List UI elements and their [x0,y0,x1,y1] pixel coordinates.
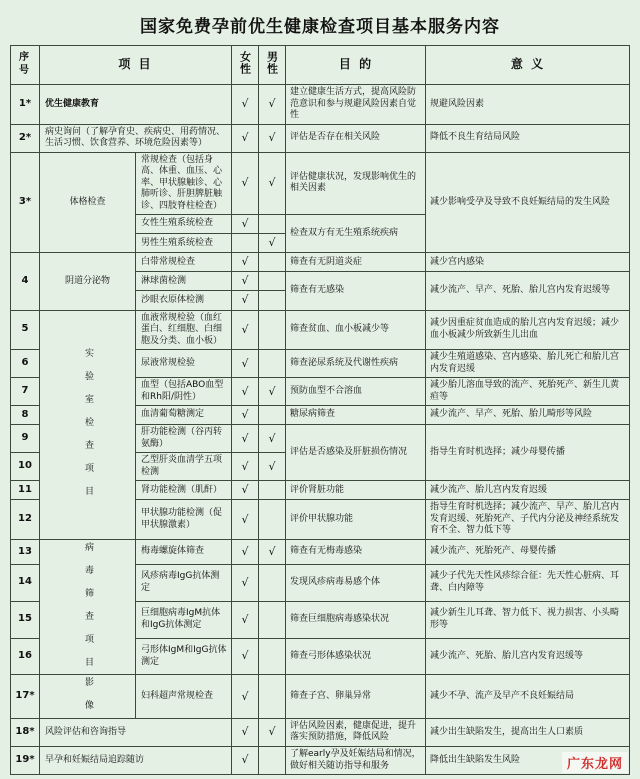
row-no: 17* [11,675,40,719]
row-no: 5 [11,310,40,350]
row-meaning: 规避风险因素 [426,85,630,125]
row-item: 病史询问（了解孕育史、疾病史、用药情况、生活习惯、饮食营养、环境危险因素等） [40,124,232,152]
row-male-check: √ [259,124,286,152]
row-no: 14 [11,564,40,601]
row-male-check [259,500,286,540]
row-male-check [259,601,286,638]
row-female-check: √ [232,564,259,601]
header-meaning: 意 义 [426,46,630,85]
row-item: 优生健康教育 [40,85,232,125]
row-male-check: √ [259,718,286,746]
row-item: 甲状腺功能检测（促甲状腺激素） [136,500,232,540]
row-no: 7 [11,378,40,406]
row-female-check: √ [232,453,259,481]
row-purpose: 筛查泌尿系统及代谢性疾病 [286,350,426,378]
service-content-table [10,45,630,775]
row-subitem: 沙眼衣原体检测 [136,291,232,310]
row-female-check: √ [232,152,259,215]
table-row [11,718,630,746]
header-purpose: 目 的 [286,46,426,85]
row-no: 2* [11,124,40,152]
row-purpose: 评估是否感染及肝脏损伤情况 [286,425,426,481]
row-item: 巨细胞病毒IgM抗体和IgG抗体测定 [136,601,232,638]
header-female: 女性 [232,46,259,85]
table-row [11,539,630,564]
row-no: 12 [11,500,40,540]
vertical-group-image: 影 像 [40,675,136,719]
row-purpose: 筛查贫血、血小板减少等 [286,310,426,350]
row-no: 15 [11,601,40,638]
row-item: 血液常规检验（血红蛋白、红细胞、白细胞及分类、血小板） [136,310,232,350]
table-header-row [11,46,630,85]
table-row [11,253,630,272]
row-subitem: 淋球菌检测 [136,272,232,291]
row-purpose: 筛查巨细胞病毒感染状况 [286,601,426,638]
row-meaning: 减少子代先天性风疹综合征：先天性心脏病、耳聋、白内障等 [426,564,630,601]
row-no: 3* [11,152,40,253]
row-no: 18* [11,718,40,746]
row-male-check: √ [259,425,286,453]
row-purpose: 糖尿病筛查 [286,406,426,425]
row-subitem: 男性生殖系统检查 [136,234,232,253]
vertical-group-virus: 病 毒 筛 查 项 目 [40,539,136,675]
row-female-check: √ [232,310,259,350]
row-female-check: √ [232,675,259,719]
row-meaning: 减少因重症贫血造成的胎儿宫内发育迟缓；减少血小板减少所致新生儿出血 [426,310,630,350]
row-meaning: 减少流产、死胎、胎儿宫内发育迟缓等 [426,638,630,675]
row-meaning: 减少流产、胎儿宫内发育迟缓 [426,481,630,500]
row-purpose: 检查双方有无生殖系统疾病 [286,215,426,253]
row-subitem: 女性生殖系统检查 [136,215,232,234]
row-female-check: √ [232,378,259,406]
row-male-check [259,272,286,291]
row-item: 梅毒螺旋体筛查 [136,539,232,564]
row-item: 尿液常规检验 [136,350,232,378]
row-purpose: 发现风疹病毒易感个体 [286,564,426,601]
row-female-check: √ [232,601,259,638]
row-item: 肾功能检测（肌酐） [136,481,232,500]
row-male-check: √ [259,378,286,406]
row-item: 早孕和妊娠结局追踪随访 [40,746,232,774]
header-item: 项 目 [40,46,232,85]
row-purpose: 评估风险因素，健康促进，提升落实预防措施，降低风险 [286,718,426,746]
row-purpose: 评价肾脏功能 [286,481,426,500]
row-purpose: 筛查有无阴道炎症 [286,253,426,272]
row-no: 13 [11,539,40,564]
row-female-check: √ [232,638,259,675]
row-purpose: 评估是否存在相关风险 [286,124,426,152]
row-meaning: 降低不良生育结局风险 [426,124,630,152]
row-female-check: √ [232,253,259,272]
row-meaning: 减少胎儿溶血导致的流产、死胎死产、新生儿黄疸等 [426,378,630,406]
row-meaning: 降低出生缺陷发生风险 [426,746,630,774]
row-meaning: 减少新生儿耳聋、智力低下、视力损害、小头畸形等 [426,601,630,638]
row-meaning: 减少流产、死胎死产、母婴传播 [426,539,630,564]
row-no: 19* [11,746,40,774]
row-male-check [259,253,286,272]
row-item: 风险评估和咨询指导 [40,718,232,746]
row-male-check [259,746,286,774]
row-purpose: 预防血型不合溶血 [286,378,426,406]
row-item: 风疹病毒IgG抗体测定 [136,564,232,601]
row-purpose: 筛查有无梅毒感染 [286,539,426,564]
row-male-check: √ [259,539,286,564]
row-meaning: 减少出生缺陷发生，提高出生人口素质 [426,718,630,746]
page-title: 国家免费孕前优生健康检查项目基本服务内容 [140,17,500,37]
row-male-check: √ [259,85,286,125]
row-meaning: 减少宫内感染 [426,253,630,272]
row-purpose: 筛查弓形体感染状况 [286,638,426,675]
row-no: 6 [11,350,40,378]
row-male-check: √ [259,234,286,253]
row-item: 乙型肝炎血清学五项检测 [136,453,232,481]
row-purpose: 筛查子宫、卵巢异常 [286,675,426,719]
row-male-check [259,350,286,378]
row-meaning: 减少流产、早产、死胎、胎儿畸形等风险 [426,406,630,425]
row-female-check: √ [232,124,259,152]
row-male-check [259,638,286,675]
row-male-check [259,564,286,601]
header-male: 男性 [259,46,286,85]
row-female-check: √ [232,500,259,540]
row-male-check: √ [259,152,286,215]
row-male-check [259,215,286,234]
row-meaning: 减少生殖道感染、宫内感染、胎儿死亡和胎儿宫内发育迟缓 [426,350,630,378]
row-male-check [259,406,286,425]
row-item: 弓形体IgM和IgG抗体测定 [136,638,232,675]
table-row [11,746,630,774]
row-female-check: √ [232,406,259,425]
table-row [11,310,630,350]
row-item: 血清葡萄糖测定 [136,406,232,425]
row-purpose: 评估健康状况，发现影响优生的相关因素 [286,152,426,215]
row-female-check: √ [232,539,259,564]
row-no: 1* [11,85,40,125]
row-meaning: 减少不孕、流产及早产不良妊娠结局 [426,675,630,719]
row-no: 9 [11,425,40,453]
table-row [11,124,630,152]
row-meaning: 减少影响受孕及导致不良妊娠结局的发生风险 [426,152,630,253]
row-purpose: 建立健康生活方式，提高风险防范意识和参与规避风险因素自觉性 [286,85,426,125]
row-no: 8 [11,406,40,425]
row-female-check: √ [232,215,259,234]
row-female-check: √ [232,718,259,746]
row-female-check: √ [232,746,259,774]
row-female-check: √ [232,85,259,125]
row-item: 妇科超声常规检查 [136,675,232,719]
row-purpose: 筛查有无感染 [286,272,426,310]
row-item-group: 体格检查 [40,152,136,253]
row-female-check: √ [232,350,259,378]
row-female-check: √ [232,425,259,453]
row-purpose: 了解early孕及妊娠结局和情况，做好相关随访指导和服务 [286,746,426,774]
row-item-group: 阴道分泌物 [40,253,136,310]
header-no: 序号 [11,46,40,85]
row-item: 血型（包括ABO血型和Rh阳/阴性） [136,378,232,406]
row-item: 肝功能检测（谷丙转氨酶） [136,425,232,453]
row-purpose: 评价甲状腺功能 [286,500,426,540]
row-meaning: 指导生育时机选择；减少流产、早产、胎儿宫内发育迟缓、死胎死产、子代内分泌及神经系统发育不全、智力低下等 [426,500,630,540]
row-female-check [232,234,259,253]
row-female-check: √ [232,291,259,310]
row-no: 4 [11,253,40,310]
watermark: 广东龙网 [562,752,628,773]
row-meaning: 减少流产、早产、死胎、胎儿宫内发育迟缓等 [426,272,630,310]
table-row [11,675,630,719]
row-no: 10 [11,453,40,481]
row-male-check [259,310,286,350]
row-subitem: 常规检查（包括身高、体重、血压、心率、甲状腺触诊、心肺听诊、肝胆脾脏触诊、四肢脊柱检查） [136,152,232,215]
row-male-check [259,291,286,310]
row-male-check: √ [259,453,286,481]
row-female-check: √ [232,272,259,291]
row-no: 16 [11,638,40,675]
row-subitem: 白带常规检查 [136,253,232,272]
row-female-check: √ [232,481,259,500]
table-row [11,85,630,125]
row-no: 11 [11,481,40,500]
row-male-check [259,481,286,500]
vertical-group-lab: 实 验 室 检 查 项 目 [40,310,136,539]
row-male-check [259,675,286,719]
table-row [11,152,630,215]
row-meaning: 指导生育时机选择；减少母婴传播 [426,425,630,481]
